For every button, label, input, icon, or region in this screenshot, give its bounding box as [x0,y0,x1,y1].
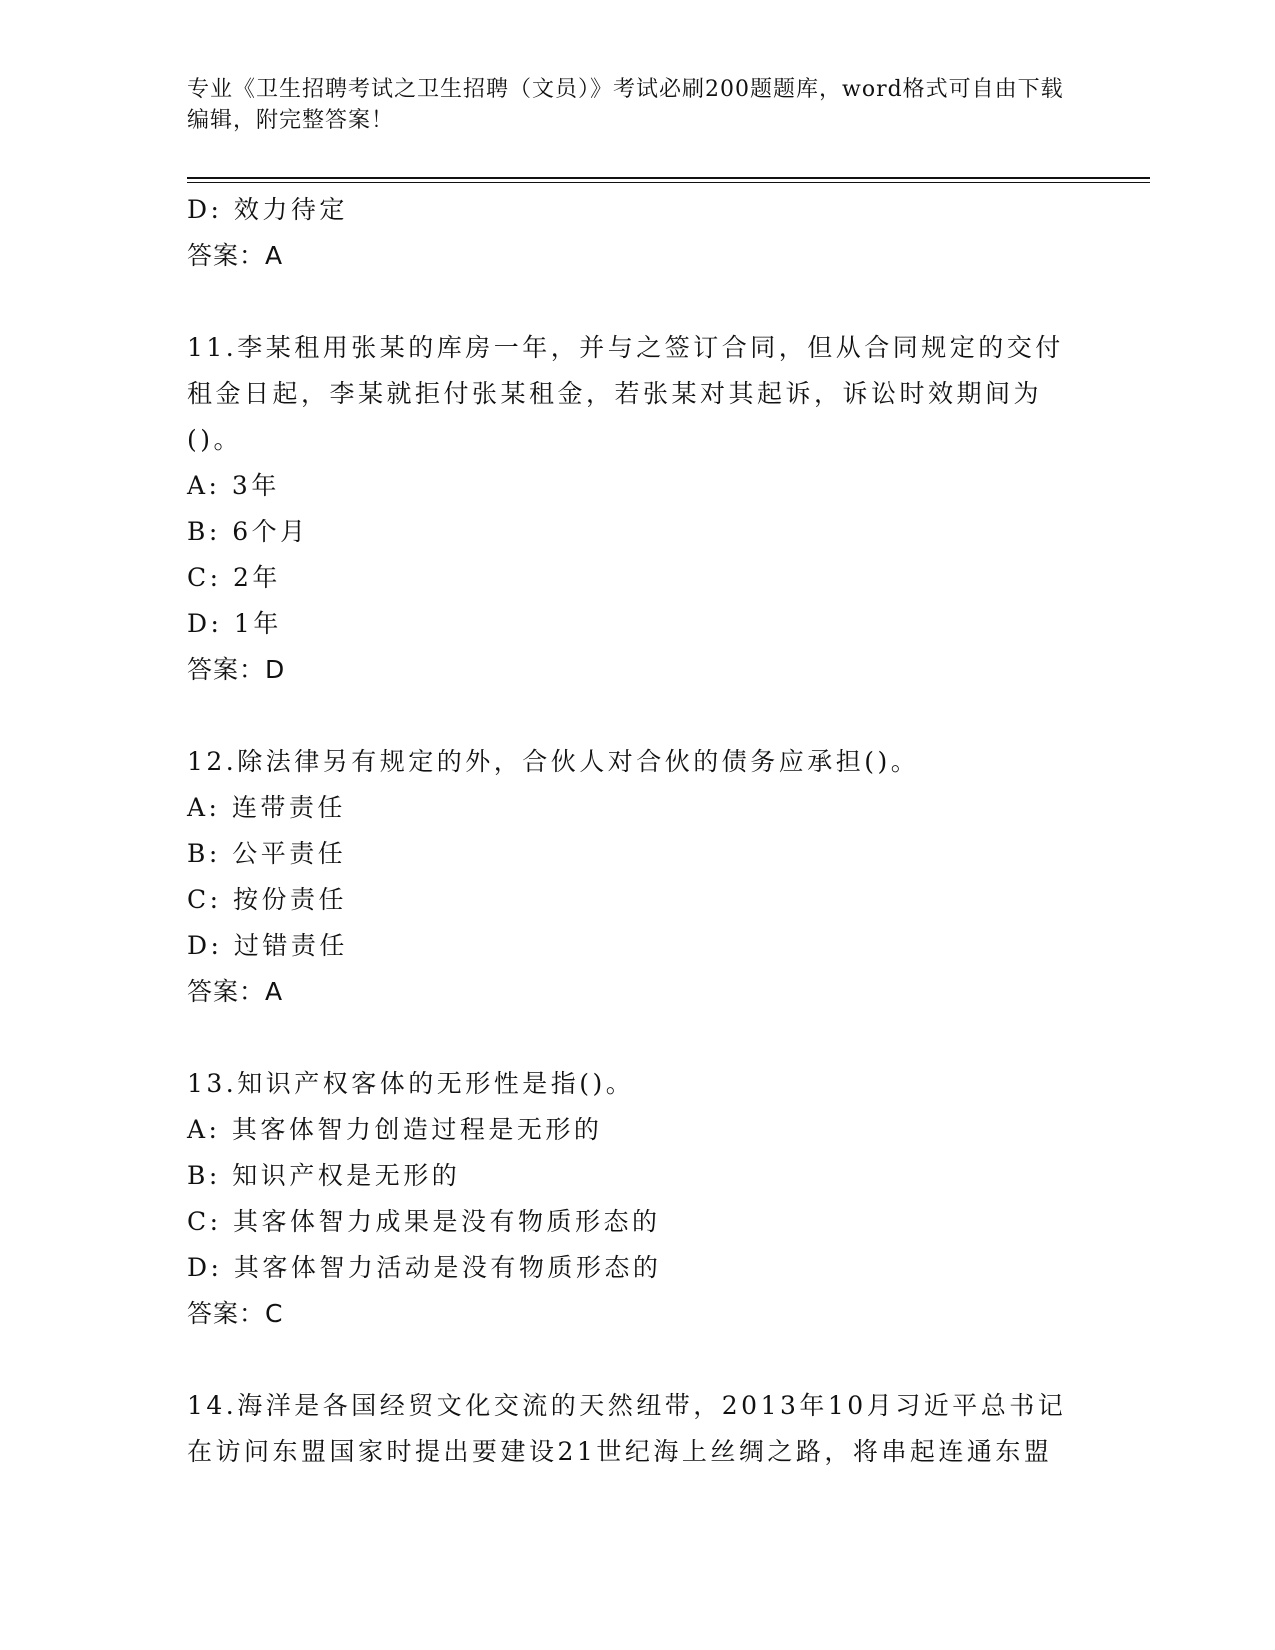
answer-line: 答案：A [187,241,284,270]
question-text-line: 13.知识产权客体的无形性是指()。 [187,1069,635,1098]
question-text-line: ()。 [187,425,243,454]
option-d: D: 1年 [187,609,282,638]
answer-line: 答案：A [187,977,284,1006]
option-a: A: 连带责任 [187,793,346,822]
question-11 [187,325,1087,693]
option-d: D: 其客体智力活动是没有物质形态的 [187,1253,662,1282]
question-14 [187,1383,1087,1475]
page-header [187,74,1067,136]
question-text-line: 租金日起，李某就拒付张某租金，若张某对其起诉，诉讼时效期间为 [187,379,1043,408]
answer-line: 答案：C [187,1299,284,1328]
option-b: B: 公平责任 [187,839,347,868]
option-a: A: 其客体智力创造过程是无形的 [187,1115,603,1144]
option-c: C: 其客体智力成果是没有物质形态的 [187,1207,661,1236]
question-13 [187,1061,1087,1337]
document-body [187,187,1087,1475]
option-b: B: 知识产权是无形的 [187,1161,461,1190]
option-b: B: 6个月 [187,517,309,546]
question-text-line: 11.李某租用张某的库房一年，并与之签订合同，但从合同规定的交付 [187,333,1064,362]
answer-line: 答案：D [187,655,286,684]
prev-question-tail [187,187,1087,279]
header-rule-thick [187,177,1150,179]
option-a: A: 3年 [187,471,280,500]
question-text-line: 14.海洋是各国经贸文化交流的天然纽带，2013年10月习近平总书记 [187,1391,1067,1420]
question-text-line: 12.除法律另有规定的外，合伙人对合伙的债务应承担()。 [187,747,920,776]
header-text: 专业《卫生招聘考试之卫生招聘（文员）》考试必刷200题题库，word格式可自由下载编辑，附完整答案！ [187,77,1064,133]
header-rule-thin [187,182,1150,183]
option-c: C: 2年 [187,563,281,592]
question-text-line: 在访问东盟国家时提出要建设21世纪海上丝绸之路，将串起连通东盟 [187,1437,1053,1466]
question-12 [187,739,1087,1015]
option-d: D: 过错责任 [187,931,348,960]
option-d: D: 效力待定 [187,195,348,224]
option-c: C: 按份责任 [187,885,347,914]
